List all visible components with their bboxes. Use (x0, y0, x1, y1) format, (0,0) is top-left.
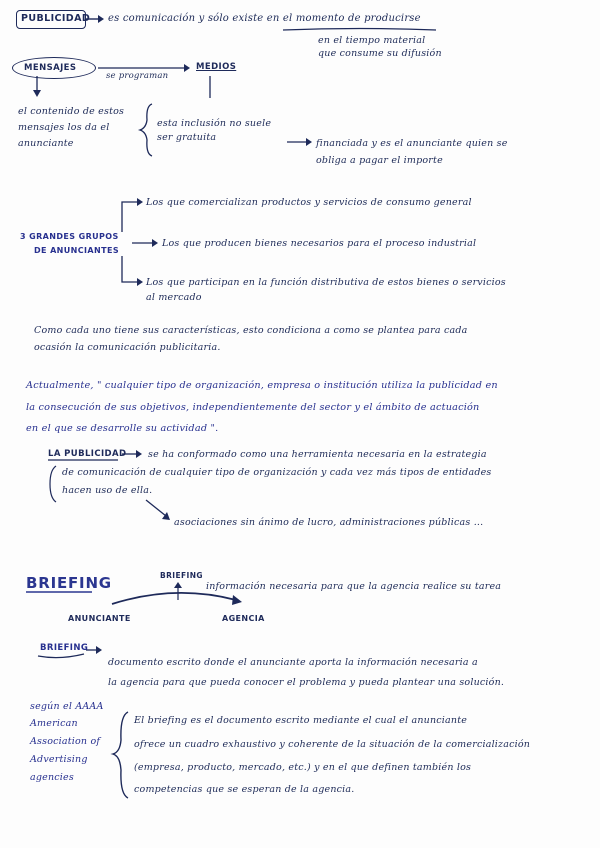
difusion-note: que consume su difusión (318, 48, 442, 59)
grupo-item-3-line2: al mercado (146, 292, 202, 303)
grupo-item-2: Los que producen bienes necesarios para el proceso industrial (162, 238, 477, 249)
caracteristicas-line2: ocasión la comunicación publicitaria. (34, 342, 221, 353)
arrowhead-agencia (232, 595, 242, 605)
branch-bottom (122, 256, 138, 282)
quote-line3: en el que se desarrolle su actividad ". (26, 423, 219, 434)
publicidad2-line1: se ha conformado como una herramienta necesaria en la estrategia (148, 449, 487, 460)
arrowhead-briefing-def (96, 646, 102, 654)
aaaa-line2: American (30, 718, 78, 729)
publicidad2-line2: de comunicación de cualquier tipo de organización y cada vez más tipos de entidades (62, 467, 492, 478)
underline-momento (283, 29, 436, 31)
brace-aaaa (113, 712, 128, 798)
arrowhead-down (33, 90, 41, 97)
briefing-title: BRIEFING (26, 574, 112, 592)
arrow-asociaciones (146, 500, 166, 516)
grupos-label-line2: DE ANUNCIANTES (34, 246, 119, 255)
aaaa-def-line1: El briefing es el documento escrito mediante el cual el anunciante (134, 715, 468, 726)
grupos-label-line1: 3 GRANDES GRUPOS (20, 232, 119, 241)
aaaa-def-line4: competencias que se esperan de la agencia. (134, 784, 355, 795)
grupo-item-1: Los que comercializan productos y servicios de consumo general (146, 197, 472, 208)
contenido-line1: el contenido de estos (18, 106, 125, 117)
publicidad-definition: es comunicación y sólo existe en el momento de producirse (108, 13, 421, 24)
publicidad-label: PUBLICIDAD (21, 13, 91, 24)
agencia-label: AGENCIA (222, 614, 265, 623)
arrowhead-financiada (306, 138, 312, 146)
contenido-line2: mensajes los da el (18, 122, 110, 133)
quote-line2: la consecución de sus objetivos, independientemente del sector y el ámbito de actuación (26, 402, 480, 413)
quote-line1: Actualmente, " cualquier tipo de organización, empresa o institución utiliza la publicidad en (26, 380, 498, 391)
asociaciones-text: asociaciones sin ánimo de lucro, administraciones públicas ... (174, 517, 484, 528)
tiempo-material-note: en el tiempo material (318, 35, 426, 46)
briefing-def-line2: la agencia para que pueda conocer el problema y pueda plantear una solución. (108, 677, 505, 688)
financiada-line2: obliga a pagar el importe (316, 155, 443, 166)
branch-top (122, 202, 138, 232)
info-necesaria-text: información necesaria para que la agencia realice su tarea (206, 581, 502, 592)
inclusion-line1: esta inclusión no suele (157, 118, 272, 129)
inclusion-line2: ser gratuita (157, 132, 217, 143)
brace-publicidad (50, 466, 56, 502)
arrowhead-medios (184, 64, 190, 72)
aaaa-line5: agencies (30, 772, 74, 783)
grupo-item-3-line1: Los que participan en la función distributiva de estos bienes o servicios (146, 277, 506, 288)
underline-briefing-label (38, 654, 84, 658)
briefing-def-label: BRIEFING (40, 643, 89, 653)
briefing-def-line1: documento escrito donde el anunciante aporta la información necesaria a (108, 657, 478, 668)
caracteristicas-line1: Como cada uno tiene sus características, esto condiciona a como se plantea para cada (34, 325, 468, 336)
arrowhead-la-publicidad (136, 450, 142, 458)
la-publicidad-label: LA PUBLICIDAD (48, 449, 127, 459)
aaaa-line3: Association of (30, 736, 101, 747)
medios-label: MEDIOS (196, 62, 237, 72)
contenido-line3: anunciante (18, 138, 74, 149)
financiada-line1: financiada y es el anunciante quien se (316, 138, 508, 149)
arrowhead-item3 (137, 278, 143, 286)
arrowhead-up (174, 582, 182, 588)
arrowhead-item2 (152, 239, 158, 247)
arrowhead-publicidad (98, 15, 104, 23)
curve-anunciante-agencia (112, 593, 236, 604)
publicidad2-line3: hacen uso de ella. (62, 485, 153, 496)
briefing-small-label: BRIEFING (160, 571, 203, 580)
mensajes-label: MENSAJES (24, 63, 77, 73)
aaaa-line1: según el AAAA (30, 701, 104, 712)
aaaa-def-line3: (empresa, producto, mercado, etc.) y en el que definen también los (134, 762, 472, 773)
anunciante-label: ANUNCIANTE (68, 614, 131, 623)
aaaa-def-line2: ofrece un cuadro exhaustivo y coherente de la situación de la comercialización (134, 739, 531, 750)
brace-inclusion (140, 104, 152, 156)
aaaa-line4: Advertising (30, 754, 88, 765)
se-programan-text: se programan (106, 71, 169, 81)
arrowhead-item1 (137, 198, 143, 206)
